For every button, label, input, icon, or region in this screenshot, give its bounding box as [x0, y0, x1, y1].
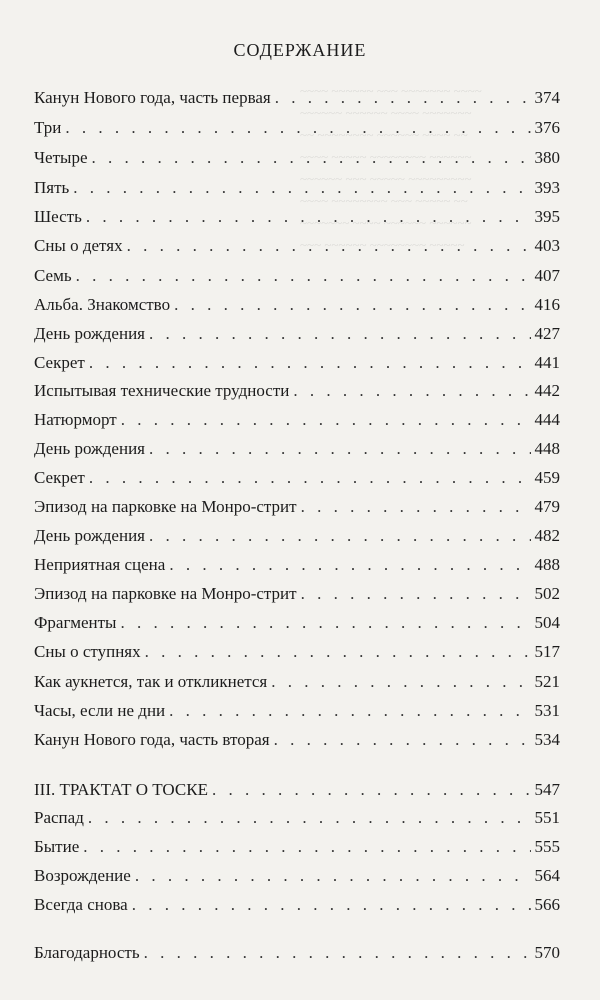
toc-entry-page: 482	[534, 526, 560, 545]
toc-entry-page: 374	[534, 88, 560, 107]
toc-entry-title: Как аукнется, так и откликнется	[34, 672, 268, 691]
toc-entry	[34, 497, 560, 523]
toc-entry	[34, 642, 560, 668]
toc-entry-page: 416	[534, 295, 560, 314]
toc-entry-title: Канун Нового года, часть первая	[34, 88, 271, 107]
toc-entry	[34, 353, 560, 379]
toc-entry-title: Канун Нового года, часть вторая	[34, 730, 270, 749]
dot-leader	[274, 730, 531, 750]
dot-leader	[65, 118, 530, 138]
bleed-through-texture: ~~~~ ~~~~~~ ~~~ ~~~~~~~ ~~~~ ~~~~~~ ~~~~~~ ~~~~ ~~~~~~~ ~~ ~~~~~~~~ ~~~~~~ ~~~~ ~~ ~~~~ ~~~~~ ~~~~~~~~ ~~~~~~ ~~~~~~ ~~~ ~~~~~ ~~~~~~~~~ ~~~~ ~~~~~~~~ ~~~ ~~~~~ ~~ ~~~~~~~ ~~~~ ~~~~~~ ~~~~~~ ~~~ ~~~~~~ ~~~~~~~~ ~~~~~	[300, 83, 482, 252]
toc-entry	[34, 178, 560, 204]
dot-leader	[149, 324, 531, 344]
toc-entry-title: Пять	[34, 178, 70, 197]
toc-entry-page: 427	[534, 324, 560, 343]
toc-entry	[34, 439, 560, 465]
dot-leader	[73, 178, 530, 198]
toc-entry	[34, 88, 560, 114]
toc-entry-page: 380	[534, 148, 560, 167]
toc-entry-title: Натюрморт	[34, 410, 117, 429]
toc-entry-title: Три	[34, 118, 62, 137]
toc-entry-page: 393	[534, 178, 560, 197]
toc-entry-title: Семь	[34, 266, 72, 285]
toc-entry-page: 534	[534, 730, 560, 749]
toc-entry-page: 442	[534, 381, 560, 400]
toc-entry-page: 376	[534, 118, 560, 137]
dot-leader	[127, 236, 531, 256]
toc-entry-title: Четыре	[34, 148, 88, 167]
toc-entry-page: 395	[534, 207, 560, 226]
dot-leader	[76, 266, 531, 286]
toc-entry	[34, 613, 560, 639]
toc-entry-page: 570	[534, 943, 560, 962]
toc-entry-title: День рождения	[34, 439, 145, 458]
toc-entry-title: Секрет	[34, 468, 85, 487]
dot-leader	[92, 148, 531, 168]
toc-entry-title: III. ТРАКТАТ О ТОСКЕ	[34, 780, 208, 799]
toc-entry-page: 564	[534, 866, 560, 885]
toc-entry	[34, 324, 560, 350]
dot-leader	[169, 555, 530, 575]
dot-leader	[121, 410, 531, 430]
dot-leader	[88, 808, 531, 828]
dot-leader	[135, 866, 531, 886]
toc-entry-title: Возрождение	[34, 866, 131, 885]
toc-entry-title: Сны о детях	[34, 236, 123, 255]
dot-leader	[149, 526, 531, 546]
toc-entry	[34, 780, 560, 806]
toc-entry	[34, 701, 560, 727]
toc-entry-title: Шесть	[34, 207, 82, 226]
toc-entry-title: Неприятная сцена	[34, 555, 166, 574]
toc-entry-page: 448	[534, 439, 560, 458]
toc-entry-page: 547	[534, 780, 560, 799]
toc-entry-title: Сны о ступнях	[34, 642, 141, 661]
toc-entry-title: Бытие	[34, 837, 80, 856]
toc-entry-title: День рождения	[34, 324, 145, 343]
toc-entry	[34, 730, 560, 756]
dot-leader	[212, 780, 531, 800]
toc-entry	[34, 295, 560, 321]
page-title: СОДЕРЖАНИЕ	[233, 40, 367, 60]
toc-entry-page: 444	[534, 410, 560, 429]
toc-entry	[34, 468, 560, 494]
toc-entry	[34, 381, 560, 407]
toc-entry-title: Всегда снова	[34, 895, 128, 914]
toc-entry-title: Эпизод на парковке на Монро-стрит	[34, 584, 297, 603]
toc-entry-title: День рождения	[34, 526, 145, 545]
dot-leader	[169, 701, 530, 721]
toc-entry	[34, 943, 560, 969]
dot-leader	[120, 613, 530, 633]
toc-entry	[34, 866, 560, 892]
toc-entry-title: Часы, если не дни	[34, 701, 166, 720]
toc-entry-page: 502	[534, 584, 560, 603]
dot-leader	[293, 381, 530, 401]
dot-leader	[301, 497, 531, 517]
dot-leader	[275, 88, 531, 108]
toc-entry-page: 407	[534, 266, 560, 285]
toc-entry-page: 551	[534, 808, 560, 827]
dot-leader	[271, 672, 530, 692]
toc-entry	[34, 895, 560, 921]
dot-leader	[301, 584, 531, 604]
toc-entry	[34, 266, 560, 292]
toc-entry-page: 555	[534, 837, 560, 856]
toc-entry-page: 441	[534, 353, 560, 372]
toc-entry-title: Секрет	[34, 353, 85, 372]
dot-leader	[132, 895, 531, 915]
toc-entry	[34, 207, 560, 233]
toc-entry	[34, 584, 560, 610]
toc-entry	[34, 526, 560, 552]
toc-entry	[34, 148, 560, 174]
dot-leader	[145, 642, 531, 662]
toc-entry-page: 517	[534, 642, 560, 661]
toc-entry	[34, 555, 560, 581]
toc-entry-title: Фрагменты	[34, 613, 117, 632]
dot-leader	[86, 207, 531, 227]
toc-entry-title: Испытывая технические трудности	[34, 381, 290, 400]
toc-entry	[34, 410, 560, 436]
toc-entry	[34, 837, 560, 863]
toc-entry	[34, 118, 560, 144]
toc-entry	[34, 808, 560, 834]
toc-entry-page: 504	[534, 613, 560, 632]
toc-entry	[34, 672, 560, 698]
toc-entry-title: Благодарность	[34, 943, 140, 962]
toc-entry-title: Эпизод на парковке на Монро-стрит	[34, 497, 297, 516]
dot-leader	[149, 439, 531, 459]
toc-entry-page: 531	[534, 701, 560, 720]
toc-entry-page: 488	[534, 555, 560, 574]
toc-entry-page: 403	[534, 236, 560, 255]
dot-leader	[89, 353, 531, 373]
toc-entry	[34, 236, 560, 262]
toc-entry-title: Распад	[34, 808, 84, 827]
dot-leader	[83, 837, 530, 857]
toc-entry-title: Альба. Знакомство	[34, 295, 171, 314]
toc-entry-page: 479	[534, 497, 560, 516]
dot-leader	[89, 468, 531, 488]
dot-leader	[174, 295, 530, 315]
dot-leader	[144, 943, 531, 963]
toc-entry-page: 566	[534, 895, 560, 914]
toc-entry-page: 459	[534, 468, 560, 487]
toc-entry-page: 521	[534, 672, 560, 691]
